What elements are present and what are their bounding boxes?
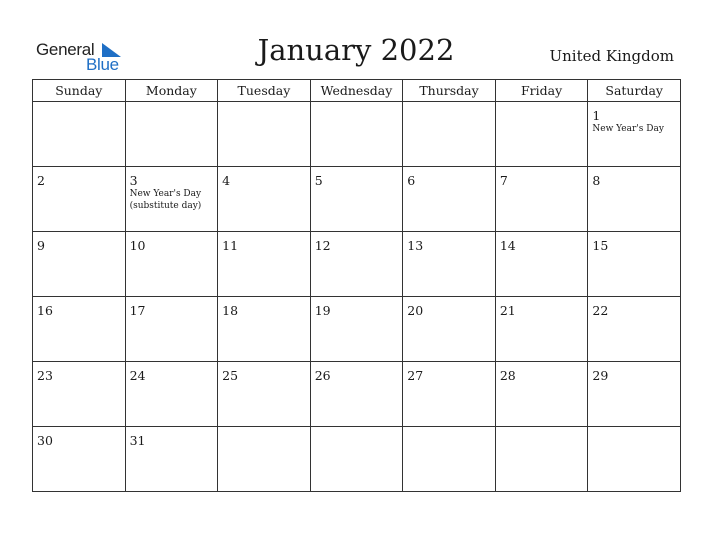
day-number: 15 (592, 238, 609, 253)
holiday-label (33, 448, 125, 449)
day-cell (33, 427, 126, 492)
day-cell (310, 167, 403, 232)
day-cell (403, 102, 496, 167)
day-cell (403, 167, 496, 232)
day-number: 14 (499, 238, 516, 253)
day-number: 27 (407, 368, 424, 383)
day-number (218, 102, 310, 109)
day-number: 30 (37, 433, 53, 448)
holiday-label (126, 448, 218, 449)
holiday-label (496, 383, 588, 384)
day-cell (125, 297, 218, 362)
day-cell (495, 102, 588, 167)
holiday-label (403, 434, 495, 435)
day-number: 24 (129, 368, 146, 383)
day-cell (218, 362, 311, 427)
day-number: 21 (499, 303, 516, 318)
weekday-header: Sunday (33, 80, 126, 102)
day-number: 12 (314, 238, 331, 253)
holiday-label (311, 109, 403, 110)
day-cell (310, 362, 403, 427)
holiday-label (496, 109, 588, 110)
day-cell (218, 297, 311, 362)
week-row (33, 232, 681, 297)
weekday-header: Wednesday (310, 80, 403, 102)
country-label: United Kingdom (549, 47, 674, 65)
day-number (311, 102, 403, 109)
holiday-label (403, 109, 495, 110)
day-cell (125, 427, 218, 492)
day-number (496, 102, 588, 109)
day-number: 17 (129, 303, 146, 318)
logo-word-general: General (36, 40, 95, 59)
holiday-label (311, 188, 403, 189)
day-number: 5 (314, 173, 323, 188)
day-number: 20 (407, 303, 424, 318)
week-row (33, 427, 681, 492)
day-cell (125, 102, 218, 167)
holiday-label (33, 383, 125, 384)
day-number: 23 (37, 368, 53, 383)
day-cell (588, 102, 681, 167)
day-number: 8 (592, 173, 601, 188)
holiday-label (403, 188, 495, 189)
holiday-label (218, 109, 310, 110)
day-cell (310, 232, 403, 297)
day-cell (218, 232, 311, 297)
week-row (33, 102, 681, 167)
holiday-label (496, 188, 588, 189)
day-cell (33, 102, 126, 167)
day-cell (33, 167, 126, 232)
day-number: 9 (37, 238, 45, 253)
holiday-label (218, 253, 310, 254)
day-number (311, 427, 403, 434)
day-number: 28 (499, 368, 516, 383)
day-number: 19 (314, 303, 331, 318)
day-number (126, 102, 218, 109)
weekday-header: Saturday (588, 80, 681, 102)
holiday-label (588, 188, 680, 189)
holiday-label (496, 434, 588, 435)
day-cell (310, 297, 403, 362)
holiday-label (588, 318, 680, 319)
day-cell (588, 362, 681, 427)
holiday-label (311, 253, 403, 254)
holiday-label (496, 318, 588, 319)
holiday-label (33, 253, 125, 254)
holiday-label (126, 253, 218, 254)
holiday-label (496, 253, 588, 254)
day-cell (310, 427, 403, 492)
day-cell (495, 167, 588, 232)
day-number: 31 (129, 433, 146, 448)
day-cell (218, 427, 311, 492)
day-number: 22 (592, 303, 609, 318)
holiday-label (126, 318, 218, 319)
day-cell (495, 427, 588, 492)
day-number: 16 (37, 303, 53, 318)
holiday-label (588, 434, 680, 435)
holiday-label (588, 253, 680, 254)
day-cell (33, 232, 126, 297)
week-row (33, 297, 681, 362)
day-cell (588, 167, 681, 232)
calendar-grid (32, 79, 681, 492)
weekday-header: Friday (495, 80, 588, 102)
day-number: 10 (129, 238, 146, 253)
day-number (403, 427, 495, 434)
day-cell (403, 362, 496, 427)
day-cell (310, 102, 403, 167)
day-cell (125, 232, 218, 297)
day-number: 2 (37, 173, 45, 188)
day-number: 7 (499, 173, 508, 188)
weekday-header: Monday (125, 80, 218, 102)
day-number: 3 (129, 173, 138, 188)
holiday-label (311, 318, 403, 319)
weekday-header: Thursday (403, 80, 496, 102)
holiday-label (403, 383, 495, 384)
day-cell (495, 297, 588, 362)
day-cell (33, 297, 126, 362)
holiday-label (33, 188, 125, 189)
logo-word-blue: Blue (86, 55, 119, 74)
day-number: 18 (222, 303, 239, 318)
day-cell (588, 297, 681, 362)
day-number: 29 (592, 368, 609, 383)
page-title: January 2022 (257, 33, 455, 67)
holiday-label (33, 109, 125, 110)
weekday-header-row (33, 80, 681, 102)
week-row (33, 167, 681, 232)
day-cell (588, 427, 681, 492)
day-cell (588, 232, 681, 297)
day-number (588, 427, 680, 434)
holiday-label (588, 383, 680, 384)
weekday-header: Tuesday (218, 80, 311, 102)
day-number (33, 102, 125, 109)
holiday-label: New Year's Day (592, 124, 664, 134)
holiday-label (218, 318, 310, 319)
holiday-label (33, 318, 125, 319)
holiday-label (311, 383, 403, 384)
day-cell (218, 102, 311, 167)
holiday-label (126, 109, 218, 110)
day-cell (495, 232, 588, 297)
day-cell (495, 362, 588, 427)
day-number: 4 (222, 173, 231, 188)
day-cell (403, 427, 496, 492)
day-number: 25 (222, 368, 239, 383)
day-number: 6 (407, 173, 416, 188)
day-number (403, 102, 495, 109)
day-number: 11 (222, 238, 239, 253)
holiday-label (218, 434, 310, 435)
holiday-label: New Year's Day (substitute day) (129, 189, 202, 211)
holiday-label (218, 383, 310, 384)
holiday-label (403, 253, 495, 254)
day-cell (33, 362, 126, 427)
day-number (496, 427, 588, 434)
day-cell (218, 167, 311, 232)
holiday-label (403, 318, 495, 319)
day-cell (403, 232, 496, 297)
holiday-label (126, 383, 218, 384)
holiday-label (218, 188, 310, 189)
day-number: 13 (407, 238, 424, 253)
day-number (218, 427, 310, 434)
day-cell (403, 297, 496, 362)
holiday-label (311, 434, 403, 435)
week-row (33, 362, 681, 427)
day-cell (125, 362, 218, 427)
day-number: 26 (314, 368, 331, 383)
day-number: 1 (592, 108, 601, 123)
day-cell (125, 167, 218, 232)
